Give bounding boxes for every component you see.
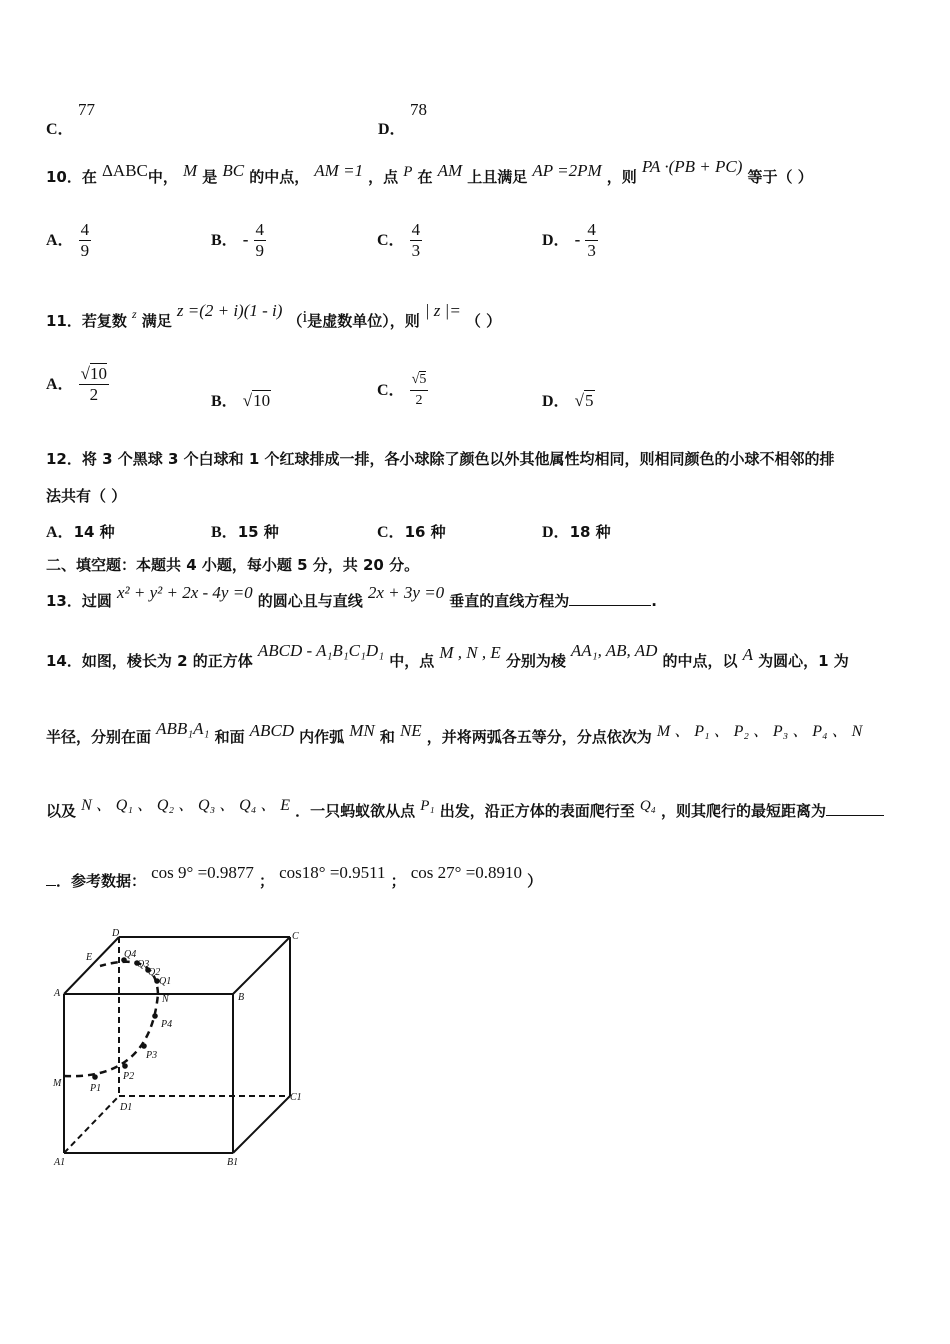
q11-equation: z =(2 + i)(1 - i) (176, 301, 283, 320)
q10-point-m: M (182, 161, 198, 180)
q14-row-2 (46, 719, 863, 747)
q14-reference-3: cos 27° =0.8910 (410, 863, 523, 882)
q10-expression: PA ·(PB + PC) (641, 157, 743, 176)
label-p2: P2 (123, 1071, 135, 1082)
q14-text: 和 (379, 728, 395, 746)
section-heading: 二、填空题：本题共 4 小题，每小题 5 分，共 20 分。 (46, 556, 420, 574)
separator: ； (390, 872, 406, 890)
q14-face-1: ABB₁A₁ (156, 719, 210, 738)
q10-text: 上且满足 (467, 168, 528, 186)
option-c-value: 77 (78, 100, 95, 119)
q11-abs-z: | z |= (424, 301, 461, 320)
point-p4 (152, 1013, 158, 1019)
option-text: 16 种 (404, 523, 446, 541)
numerator: 4 (587, 220, 596, 239)
label-c: C (292, 931, 299, 942)
q14-arc-ne: NE (399, 721, 422, 740)
denominator: 2 (89, 385, 99, 404)
q11-option-d (542, 388, 595, 411)
q13-text: 13．过圆 (46, 592, 112, 610)
label-p1: P1 (90, 1083, 102, 1094)
option-label: D． (542, 524, 570, 541)
question-13 (46, 583, 657, 611)
q14-point-q4: Q₄ (639, 798, 656, 814)
q13-text: 的圆心且与直线 (257, 592, 363, 610)
q10-text: 的中点， (249, 168, 310, 186)
minus-sign: - (242, 230, 249, 249)
q14-text: 半径，分别在面 (46, 728, 152, 746)
radicand: 10 (253, 391, 271, 410)
option-label: C． (377, 524, 405, 541)
q14-cube-name: ABCD - A₁B₁C₁D₁ (257, 641, 385, 660)
q14-arc-mn: MN (349, 721, 375, 740)
q14-text: 出发，沿正方体的表面爬行至 (439, 802, 635, 820)
q14-text: ，并将两弧各五等分，分点依次为 (426, 728, 652, 746)
q13-text: 垂直的直线方程为 (449, 592, 570, 610)
q14-row-1 (46, 641, 849, 671)
edge-a1d1 (64, 1096, 119, 1153)
q10-point-p: P (403, 164, 413, 180)
q10-option-b (211, 220, 266, 261)
numerator: 4 (255, 220, 265, 239)
edge-b1c1 (233, 1096, 290, 1153)
fraction (79, 220, 92, 261)
q11-var-z: z (131, 307, 137, 321)
denominator: 3 (411, 241, 421, 260)
q10-triangle: ΔABC (101, 161, 148, 180)
q12-option-d (542, 519, 611, 542)
q10-text: ，则 (606, 168, 637, 186)
label-n: N (162, 994, 169, 1005)
label-d1: D1 (120, 1102, 133, 1113)
q14-text: 的中点，以 (662, 652, 738, 670)
option-c-label: C． (46, 121, 74, 138)
q13-line-equation: 2x + 3y =0 (367, 583, 445, 602)
label-a: A (54, 988, 61, 999)
q11-option-b (211, 388, 271, 411)
q10-option-a (46, 220, 91, 261)
q10-option-c (377, 220, 422, 261)
option-label: B． (211, 393, 238, 410)
q11-text: 满足 (141, 312, 172, 330)
cube-figure (40, 920, 320, 1180)
option-label: A． (46, 232, 74, 249)
fraction (410, 220, 423, 261)
q13-text: . (651, 592, 657, 610)
q11-text: （ (287, 312, 303, 330)
q14-p-sequence: M 、 P₁ 、 P₂ 、 P₃ 、 P₄ 、 N (656, 723, 863, 740)
option-label: A． (46, 524, 74, 541)
q12-line-2: 法共有（ ） (46, 487, 127, 505)
q10-ap-eq: AP =2PM (532, 161, 602, 180)
label-q3: Q3 (137, 959, 150, 970)
q14-points: M , N , E (439, 643, 501, 662)
option-d-label: D． (378, 121, 406, 138)
label-q1: Q1 (159, 976, 172, 987)
q14-q-sequence: N 、 Q₁ 、 Q₂ 、 Q₃ 、 Q₄ 、 E (81, 797, 291, 814)
q14-row-3 (46, 798, 884, 821)
q12-option-c (377, 519, 446, 542)
q11-text: 是虚数单位），则 (307, 312, 420, 330)
q10-text: 在 (81, 168, 97, 186)
q14-face-2: ABCD (249, 721, 295, 740)
option-label: D． (542, 393, 570, 410)
q11-option-c (377, 370, 428, 411)
label-b: B (238, 992, 245, 1003)
label-d: D (112, 928, 120, 939)
q14-text: 内作弧 (299, 728, 345, 746)
option-text: 14 种 (73, 523, 115, 541)
q14-point-p1: P₁ (420, 798, 435, 814)
q10-option-d (542, 220, 598, 261)
q10-text: 中， (147, 168, 178, 186)
label-p4: P4 (161, 1019, 173, 1030)
answer-blank[interactable] (569, 605, 651, 606)
option-label: A． (46, 376, 74, 393)
q14-text: ，则其爬行的最短距离为 (660, 802, 826, 820)
point-p2 (122, 1063, 128, 1069)
q14-text: 分别为棱 (505, 652, 566, 670)
point-p3 (141, 1043, 147, 1049)
q10-text: 等于（ ） (747, 168, 813, 186)
fraction (585, 220, 598, 261)
q12-option-a (46, 519, 115, 542)
q11-text: （ ） (465, 312, 502, 330)
separator: ； (259, 872, 275, 890)
edge-bc (233, 937, 290, 994)
q14-reference-1: cos 9° =0.9877 (151, 863, 254, 882)
label-c1: C1 (290, 1092, 302, 1103)
option-label: B． (211, 232, 238, 249)
label-b1: B1 (227, 1157, 239, 1168)
option-text: 18 种 (569, 523, 611, 541)
q11-var-i: i (302, 307, 308, 326)
radicand: 10 (90, 364, 107, 383)
q12-option-b (211, 519, 279, 542)
q11-option-a (46, 364, 109, 405)
q11-number: 11． (46, 312, 82, 330)
question-10 (46, 157, 813, 187)
label-q4: Q4 (124, 949, 137, 960)
q14-text: 14．如图，棱长为 2 的正方体 (46, 652, 253, 670)
arc-mn (64, 994, 158, 1076)
q14-edges: AA₁, AB, AD (570, 641, 658, 660)
q14-text: 和面 (214, 728, 245, 746)
option-label: D． (542, 232, 570, 249)
fraction (79, 364, 109, 405)
q10-am-eq: AM =1 (314, 161, 364, 180)
label-q2: Q2 (148, 967, 161, 978)
q12-line-1: 12．将 3 个黑球 3 个白球和 1 个红球排成一排，各小球除了颜色以外其他属性均相同，则相同颜色的小球不相邻的排 (46, 450, 835, 468)
answer-blank-tail (46, 885, 56, 886)
label-m: M (53, 1078, 62, 1089)
square-root: √10 (242, 391, 271, 410)
label-a1: A1 (54, 1157, 66, 1168)
option-label: B． (211, 524, 238, 541)
point-p1 (92, 1074, 98, 1080)
label-e: E (86, 952, 93, 963)
q11-text: 若复数 (81, 312, 127, 330)
option-d-value: 78 (410, 100, 427, 119)
q14-text: 中，点 (389, 652, 435, 670)
option-label: C． (377, 232, 405, 249)
question-11 (46, 301, 502, 331)
q14-text: 为圆心，1 为 (758, 652, 849, 670)
fraction (254, 220, 267, 261)
q10-segment-bc: BC (222, 161, 245, 180)
radicand: 5 (419, 372, 427, 387)
edge-ad (64, 937, 119, 994)
q14-text: ．参考数据： (56, 872, 147, 890)
denominator: 2 (415, 393, 423, 408)
q14-point-a: A (742, 645, 754, 664)
q14-text: ．一只蚂蚁欲从点 (295, 802, 416, 820)
q10-segment-am: AM (437, 161, 463, 180)
hidden-edges (64, 937, 290, 1153)
q14-reference-2: cos18° =0.9511 (279, 863, 386, 882)
q14-text: ） (527, 872, 543, 890)
option-text: 15 种 (237, 523, 279, 541)
numerator: 4 (411, 220, 421, 239)
cube-edges (64, 937, 290, 1153)
q10-text: ，点 (368, 168, 399, 186)
fraction (410, 370, 429, 411)
option-label: C． (377, 382, 405, 399)
q10-number: 10． (46, 168, 82, 186)
q14-text: 以及 (46, 802, 77, 820)
square-root: √5 (574, 391, 594, 410)
numerator: √10 (80, 364, 107, 383)
label-p3: P3 (146, 1050, 158, 1061)
answer-blank[interactable] (826, 815, 884, 816)
denominator: 9 (255, 241, 265, 260)
numerator: 4 (80, 220, 90, 239)
q14-row-4 (46, 863, 543, 891)
denominator: 9 (80, 241, 90, 260)
q10-text: 在 (417, 168, 433, 186)
q13-circle-equation: x² + y² + 2x - 4y =0 (116, 583, 253, 602)
minus-sign: - (574, 230, 581, 249)
q10-text: 是 (202, 168, 218, 186)
denominator: 3 (587, 241, 596, 260)
numerator: √5 (410, 370, 429, 391)
radicand: 5 (585, 391, 594, 410)
